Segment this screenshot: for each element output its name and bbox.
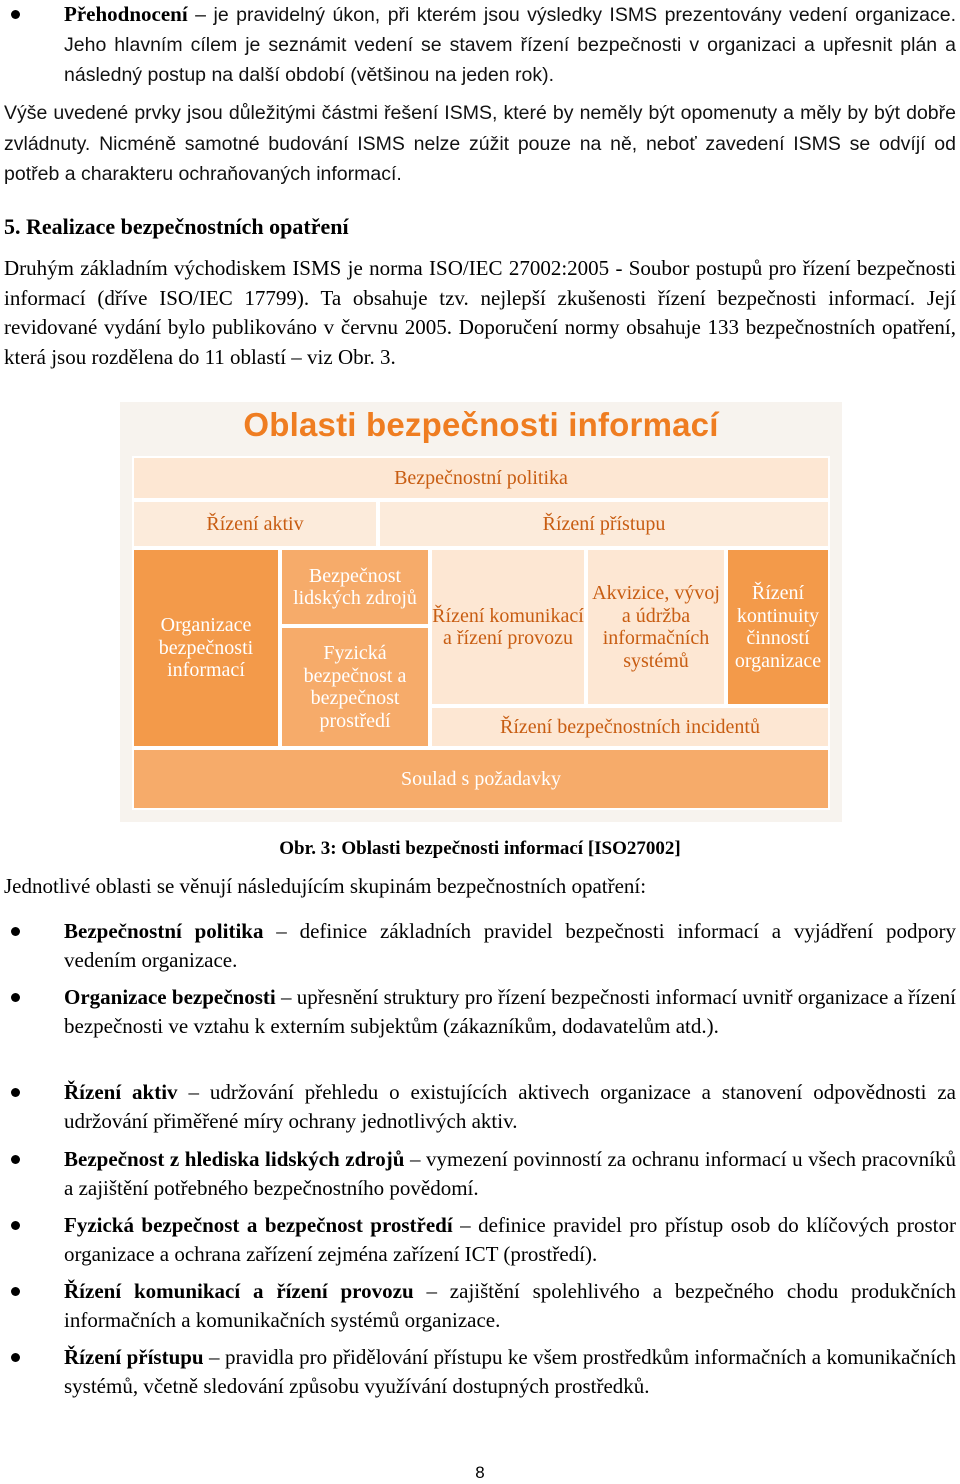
bullet-term: Přehodnocení	[64, 2, 188, 26]
bullet-description: – upřesnění struktury pro řízení bezpečnosti informací uvnitř organizace a řízení bezpečnosti ve vztahu k externím subjektům (zákazníkům, dodavatelům atd.).	[64, 985, 956, 1038]
area-business-continuity: Řízení kontinuity činností organizace	[726, 548, 830, 706]
paragraph-iso-standard: Druhým základním východiskem ISMS je norma ISO/IEC 27002:2005 - Soubor postupů pro řízení bezpečnosti informací (dříve ISO/IEC 17799). Ta obsahuje tzv. nejlepší zkušenosti řízení bezpečnosti informací. Její revidované vydání bylo publikováno v červnu 2005. Doporučení normy obsahuje 133 bezpečnostních opatření, která jsou rozdělena do 11 oblastí – viz Obr. 3.	[4, 256, 956, 369]
bullet-text	[64, 983, 956, 1041]
area-incident-management: Řízení bezpečnostních incidentů	[430, 706, 830, 748]
figure-caption: Obr. 3: Oblasti bezpečnosti informací [ISO27002]	[279, 838, 681, 859]
bullet-term: Řízení komunikací a řízení provozu	[64, 1279, 414, 1303]
bullet-dot	[11, 993, 20, 1002]
paragraph-part: Nicméně samotné budování ISMS nelze zúžit pouze na ně, neboť zavedení ISMS se odvíjí od potřeb a charakteru ochraňovaných informací.	[4, 132, 956, 185]
figure-security-areas	[120, 402, 842, 822]
bullet-text	[64, 1343, 956, 1401]
area-asset-management: Řízení aktiv	[132, 500, 378, 548]
bullet-text	[64, 1211, 956, 1269]
area-organization-security: Organizace bezpečnosti informací	[132, 548, 280, 748]
area-hr-security: Bezpečnost lidských zdrojů	[280, 548, 430, 626]
bullet-dot	[11, 1088, 20, 1097]
bullet-dot	[11, 1287, 20, 1296]
bullet-text	[64, 1145, 956, 1203]
area-physical-security: Fyzická bezpečnost a bezpečnost prostředí	[280, 626, 430, 748]
section-heading: 5. Realizace bezpečnostních opatření	[4, 214, 349, 239]
area-communications-operations: Řízení komunikací a řízení provozu	[430, 548, 586, 706]
bullet-text	[64, 0, 956, 90]
bullet-text	[64, 1078, 956, 1136]
paragraph-areas-intro: Jednotlivé oblasti se věnují následujícím skupinám bezpečnostních opatření:	[4, 874, 647, 898]
figure-title: Oblasti bezpečnosti informací	[243, 406, 719, 443]
bullet-text	[64, 917, 956, 975]
bullet-description: – definice základních pravidel bezpečnosti informací a vyjádření podpory vedením organizace.	[64, 919, 956, 972]
area-security-policy: Bezpečnostní politika	[132, 456, 830, 500]
bullet-description: – je pravidelný úkon, při kterém jsou výsledky ISMS prezentovány vedení organizace. Jeho hlavním cílem je seznámit vedení se stavem řízení bezpečnosti v organizaci a upřesnit plán a následný postup na další období (většinou na jeden rok).	[64, 4, 956, 86]
bullet-term: Organizace bezpečnosti	[64, 985, 276, 1009]
bullet-term: Fyzická bezpečnost a bezpečnost prostředí	[64, 1213, 453, 1237]
bullet-term: Bezpečnostní politika	[64, 919, 264, 943]
bullet-text	[64, 1277, 956, 1335]
bullet-term: Bezpečnost z hlediska lidských zdrojů	[64, 1147, 405, 1171]
bullet-dot	[11, 10, 20, 19]
area-acquisition-development: Akvizice, vývoj a údržba informačních systémů	[586, 548, 726, 706]
paragraph-part: Výše uvedené prvky jsou důležitými částmi řešení ISMS, které by neměly být opomenuty a měly by být dobře zvládnuty.	[4, 102, 956, 155]
area-access-control: Řízení přístupu	[378, 500, 830, 548]
bullet-description: – pravidla pro přidělování přístupu ke všem prostředkům informačních a komunikačních systémů, včetně sledování způsobu využívání dostupných prostředků.	[64, 1345, 956, 1398]
bullet-description: – udržování přehledu o existujících aktivech organizace a stanovení odpovědnosti za udržování přiměřené míry ochrany jednotlivých aktiv.	[64, 1080, 956, 1133]
bullet-description: – definice pravidel pro přístup osob do klíčových prostor organizace a ochrana zařízení zejména zařízení ICT (prostředí).	[64, 1213, 956, 1266]
bullet-term: Řízení přístupu	[64, 1345, 204, 1369]
bullet-dot	[11, 1353, 20, 1362]
bullet-term: Řízení aktiv	[64, 1080, 178, 1104]
bullet-dot	[11, 1155, 20, 1164]
bullet-dot	[11, 1221, 20, 1230]
paragraph-elements	[4, 98, 956, 190]
bullet-description: – zajištění spolehlivého a bezpečného chodu produkčních informačních a komunikačních systémů organizace.	[64, 1279, 956, 1332]
bullet-dot	[11, 927, 20, 936]
bullet-description: – vymezení povinností za ochranu informací u všech pracovníků a zajištění potřebného bezpečnostního povědomí.	[64, 1147, 957, 1200]
area-compliance: Soulad s požadavky	[132, 748, 830, 810]
page-number: 8	[475, 1463, 485, 1482]
